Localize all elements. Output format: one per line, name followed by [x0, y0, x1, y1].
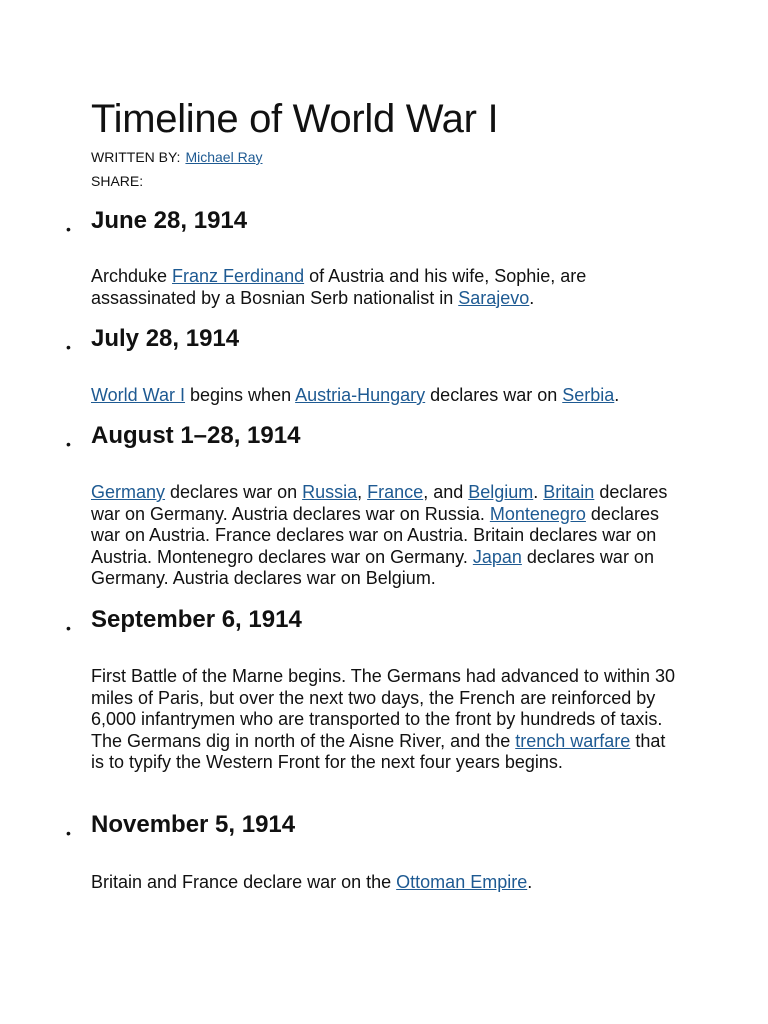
link-austria-hungary[interactable]: Austria-Hungary — [295, 385, 426, 405]
link-belgium[interactable]: Belgium — [468, 482, 534, 502]
link-japan[interactable]: Japan — [472, 546, 522, 567]
byline — [91, 148, 262, 166]
entry-paragraph: Archduke Franz Ferdinand of Austria and his wife, Sophie, are assassinated by a Bosnian Serb nationalist in Sarajevo. — [91, 266, 587, 308]
entry-paragraph: Britain and France declare war on the Ottoman Empire. — [91, 872, 533, 892]
link-montenegro[interactable]: Montenegro — [489, 503, 586, 524]
bullet-icon: • — [66, 221, 71, 237]
link-serbia[interactable]: Serbia — [562, 385, 615, 405]
link-russia[interactable]: Russia — [302, 482, 358, 502]
entry-paragraph: Germany declares war on Russia, France, and Belgium. Britain declares war on Germany. Austria declares war on Russia. Montenegro declares war on Austria. France declares war on Austria. Britain declares war on Austria. Montenegro declares war on Germany. Japan declares war on Germany. Austria declares war on Belgium. — [91, 482, 668, 589]
bullet-icon: • — [66, 620, 71, 636]
author-link[interactable]: Michael Ray — [185, 149, 263, 165]
entry-date: August 1–28, 1914 — [91, 422, 301, 449]
entry-paragraph: First Battle of the Marne begins. The Germans had advanced to within 30 miles of Paris, but over the next two days, the French are reinforced by 6,000 infantrymen who are transported to the front by hundreds of taxis. The Germans dig in north of the Aisne River, and the trench warfare that is to typify the Western Front for the next four years begins. — [91, 666, 675, 773]
entry-date: July 28, 1914 — [91, 325, 240, 352]
written-by-label: WRITTEN BY: — [91, 149, 181, 165]
entry-date: June 28, 1914 — [91, 207, 248, 234]
bullet-icon: • — [66, 825, 71, 841]
entry-paragraph: World War I begins when Austria-Hungary declares war on Serbia. — [91, 385, 620, 405]
entry-date: November 5, 1914 — [91, 811, 296, 838]
link-germany[interactable]: Germany — [91, 482, 166, 502]
share-label: SHARE: — [91, 173, 144, 189]
link-ottoman-empire[interactable]: Ottoman Empire — [396, 872, 528, 892]
link-franz-ferdinand[interactable]: Franz Ferdinand — [172, 266, 305, 286]
link-world-war-i[interactable]: World War I — [91, 385, 186, 405]
page-title: Timeline of World War I — [91, 97, 499, 141]
bullet-icon: • — [66, 339, 71, 355]
bullet-icon: • — [66, 436, 71, 452]
link-france[interactable]: France — [367, 482, 424, 502]
link-britain[interactable]: Britain — [543, 482, 595, 502]
entry-date: September 6, 1914 — [91, 606, 302, 633]
link-sarajevo[interactable]: Sarajevo — [458, 287, 530, 308]
link-trench-warfare[interactable]: trench warfare — [515, 730, 631, 751]
